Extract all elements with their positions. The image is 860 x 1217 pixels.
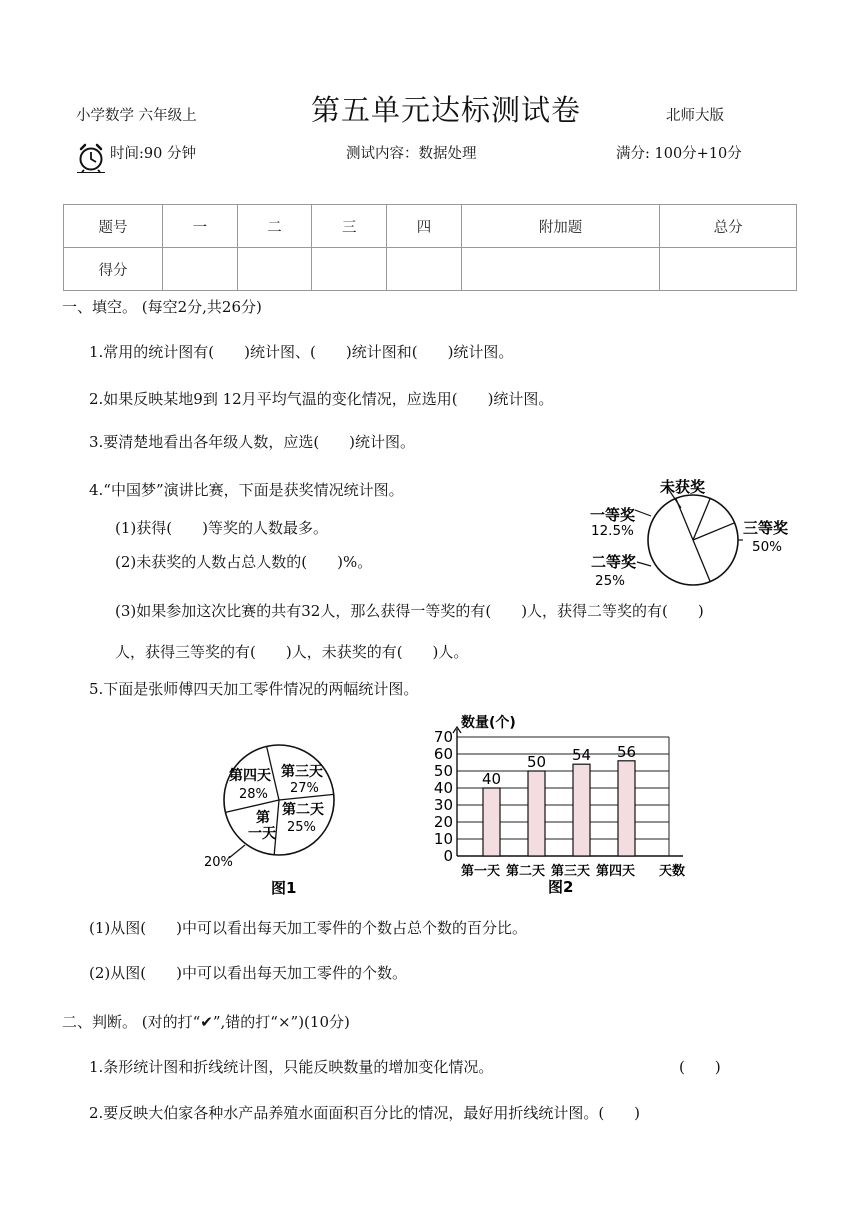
time-label: 时间:90 分钟 — [110, 146, 196, 162]
question-1-5-part1: (1)从图( )中可以看出每天加工零件的个数占总个数的百分比。 — [89, 919, 527, 937]
answer-paren-2-1[interactable]: ( ) — [679, 1058, 721, 1076]
fig2-bar-value-label: 54 — [571, 746, 592, 765]
question-1-4-part3b: 人，获得三等奖的有( )人，未获奖的有( )人。 — [115, 643, 469, 661]
test-content-label: 测试内容：数据处理 — [346, 146, 477, 162]
fig2-bar-第四天 — [618, 761, 635, 856]
score-table-score-row — [64, 248, 797, 291]
score-cell[interactable] — [387, 248, 462, 291]
question-2-1: 1.条形统计图和折线统计图，只能反映数量的增加变化情况。 — [89, 1058, 494, 1076]
pie-label-yi-pct: 12.5% — [591, 523, 634, 539]
fig2-bar-第二天 — [528, 771, 545, 856]
question-1-4-part2: (2)未获奖的人数占总人数的( )%。 — [115, 553, 373, 571]
fig2-y-tick-label: 60 — [433, 745, 453, 763]
question-1-3: 3.要清楚地看出各年级人数，应选( )统计图。 — [89, 433, 416, 451]
fig1-label-day2: 第二天 — [282, 802, 324, 818]
fig2-x-axis-label: 天数 — [659, 864, 686, 879]
score-cell[interactable] — [237, 248, 312, 291]
header-cell: 附加题 — [461, 205, 660, 248]
fig2-category-label: 第四天 — [596, 864, 636, 879]
fig1-label-day1a: 第 — [256, 810, 270, 826]
header-cell: 三 — [312, 205, 387, 248]
pie-label-san: 三等奖 — [743, 519, 789, 537]
award-pie-chart — [585, 470, 815, 595]
pie-label-er-pct: 25% — [595, 573, 626, 589]
fig2-bar-value-label: 50 — [526, 753, 547, 771]
header-cell: 二 — [237, 205, 312, 248]
subject-label: 小学数学 六年级上 — [76, 108, 197, 124]
header-cell: 一 — [163, 205, 238, 248]
fig1-label-day3: 第三天 — [281, 764, 323, 780]
question-1-5: 5.下面是张师傅四天加工零件情况的两幅统计图。 — [89, 680, 419, 698]
fig2-category-label: 第三天 — [551, 864, 591, 879]
header-cell: 总分 — [660, 205, 797, 248]
fig1-label-day3-pct: 27% — [290, 781, 319, 796]
fig1-label-day1b: 一天 — [248, 826, 276, 842]
figure1-pie-chart — [195, 735, 360, 900]
pie-label-wei: 未获奖 — [660, 478, 706, 496]
section2-heading: 二、判断。 (对的打“✔”,错的打“×”)(10分) — [62, 1013, 350, 1031]
edition-label: 北师大版 — [666, 108, 724, 124]
score-table — [63, 204, 797, 291]
fig1-label-day4: 第四天 — [229, 768, 271, 784]
fig2-y-tick-label: 70 — [433, 728, 453, 746]
fig1-label-day1-pct: 20% — [204, 855, 233, 870]
fig2-y-ticks — [434, 728, 453, 865]
full-score-label: 满分: 100分+10分 — [616, 146, 742, 162]
pie-label-san-pct: 50% — [752, 539, 783, 555]
fig2-bar-第三天 — [573, 764, 590, 856]
score-cell[interactable] — [163, 248, 238, 291]
fig2-y-tick-label: 40 — [433, 779, 453, 797]
figure1-caption: 图1 — [271, 879, 297, 897]
fig2-bar-value-label: 56 — [616, 742, 637, 761]
score-cell[interactable] — [312, 248, 387, 291]
fig2-bar-value-label: 40 — [481, 770, 502, 788]
figure2-caption: 图2 — [548, 878, 574, 896]
pie-label-er: 二等奖 — [591, 553, 637, 571]
score-cell[interactable] — [660, 248, 797, 291]
figure2-bar-chart — [425, 708, 700, 898]
fig2-y-axis-label: 数量(个) — [461, 715, 516, 731]
section1-heading: 一、填空。 (每空2分,共26分) — [62, 298, 262, 316]
question-1-4-part1: (1)获得( )等奖的人数最多。 — [115, 519, 328, 537]
question-1-4-part3a: (3)如果参加这次比赛的共有32人，那么获得一等奖的有( )人，获得二等奖的有( ) — [115, 602, 704, 620]
question-2-2: 2.要反映大伯家各种水产品养殖水面面积百分比的情况，最好用折线统计图。( ) — [89, 1104, 641, 1122]
question-1-4: 4.“中国梦”演讲比赛，下面是获奖情况统计图。 — [89, 481, 404, 499]
fig2-bar-第一天 — [483, 788, 500, 856]
fig2-y-tick-label: 10 — [433, 830, 453, 848]
question-1-2: 2.如果反映某地9到 12月平均气温的变化情况，应选用( )统计图。 — [89, 390, 554, 408]
fig2-y-tick-label: 0 — [443, 847, 453, 865]
alarm-clock-icon — [76, 141, 106, 173]
header-cell: 题号 — [64, 205, 163, 248]
question-1-5-part2: (2)从图( )中可以看出每天加工零件的个数。 — [89, 964, 407, 982]
fig2-category-label: 第一天 — [461, 864, 501, 879]
page-title: 第五单元达标测试卷 — [311, 93, 582, 127]
fig2-category-label: 第二天 — [506, 864, 546, 879]
score-row-label: 得分 — [64, 248, 163, 291]
header-cell: 四 — [387, 205, 462, 248]
pie-label-yi: 一等奖 — [590, 506, 636, 524]
fig2-x-categories — [461, 863, 635, 879]
fig2-y-tick-label: 20 — [433, 813, 453, 831]
question-1-1: 1.常用的统计图有( )统计图、( )统计图和( )统计图。 — [89, 343, 514, 361]
fig1-label-day2-pct: 25% — [287, 820, 316, 835]
fig2-y-tick-label: 30 — [433, 796, 453, 814]
score-table-header-row — [64, 205, 797, 248]
score-cell[interactable] — [461, 248, 660, 291]
fig2-y-tick-label: 50 — [433, 762, 453, 780]
fig1-label-day4-pct: 28% — [239, 787, 268, 802]
